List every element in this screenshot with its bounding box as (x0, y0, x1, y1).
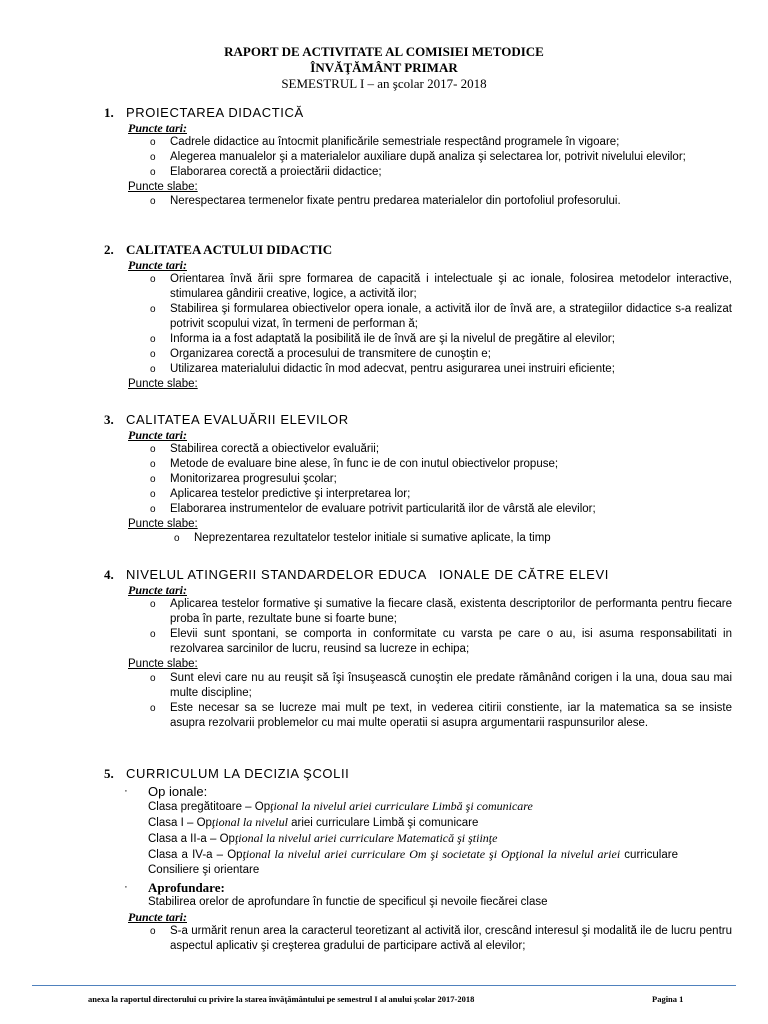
section-title: CALITATEA EVALUĂRII ELEVILOR (126, 412, 349, 427)
section-3 (104, 412, 704, 546)
report-semester: SEMESTRUL I – an şcolar 2017- 2018 (281, 76, 487, 91)
section-heading (104, 242, 704, 258)
list-item: o Nerespectarea termenelor fixate pentru predarea materialelor din portofoliul profesorului. (150, 195, 621, 207)
section-title: CALITATEA ACTULUI DIDACTIC (126, 242, 333, 257)
section-number: 5. (104, 766, 114, 781)
optional-line: Clasa a II-a – Opţional la nivelul ariei curriculare Matematică şi ştiinţe (148, 831, 498, 845)
footer-note: anexa la raportul directorului cu privire la starea învăţământului pe semestrul I al anului şcolar 2017-2018 (88, 994, 475, 1004)
page-number: Pagina 1 (652, 994, 684, 1004)
report-title: RAPORT DE ACTIVITATE AL COMISIEI METODICE (224, 44, 544, 59)
document-header (0, 44, 768, 92)
section-number: 4. (104, 567, 114, 582)
list-item: o Monitorizarea progresului şcolar; (150, 473, 337, 485)
list-item: o Informa ia a fost adaptată la posibilită ile de învă are şi la nivelul de pregătire al elevilor; (150, 333, 615, 345)
weaknesses-label: Puncte slabe: (128, 378, 198, 390)
list-item: o Orientarea învă ării spre formarea de capacită i intelectuale şi ac ionale, folosirea metodelor interactive, stimularea gândirii creative, logice, a activită ilor; (150, 273, 732, 300)
list-item: o Este necesar sa se lucreze mai mult pe text, in vederea citirii constiente, iar la matematica sa se insiste asupra rezolvarii problemelor cu mai multe operatii si asupra argumentarii raspunsurilor alese. (150, 702, 732, 729)
optional-courses: · Op ionale: Clasa pregătitoare – Opţional la nivelul ariei curriculare Limbă şi comunicare Clasa I – Opţional la nivelul ariei curriculare Limbă şi comunicare Clasa a II-a – Opţional la nivelul ariei curriculare Matematică şi ştiinţe Clasa a IV-a – Opţional la nivelul ariei curriculare Om şi societate şi Opţional la nivelul ariei curriculare Consiliere şi orientare (124, 784, 678, 876)
section-title: NIVELUL ATINGERII STANDARDELOR EDUCA IONALE DE CĂTRE ELEVI (126, 567, 609, 582)
aprofundare-heading: Aprofundare: (148, 880, 225, 895)
list-item: o Stabilirea şi formularea obiectivelor opera ionale, a activită ilor de învă are, a strategiilor didactice s-a realizat potrivit scopului vizat, în termeni de performan ă; (150, 303, 732, 330)
list-item: o Metode de evaluare bine alese, în func ie de con inutul obiectivelor propuse; (150, 458, 559, 470)
list-item: o Utilizarea materialului didactic în mod adecvat, pentru asigurarea unei instruiri eficiente; (150, 363, 615, 375)
section-title: PROIECTAREA DIDACTICĂ (126, 105, 304, 120)
optional-line: Clasa I – Opţional la nivelul ariei curriculare Limbă şi comunicare (148, 815, 479, 829)
section-heading (104, 412, 704, 428)
section-heading (104, 567, 704, 583)
list-item: o Organizarea corectă a procesului de transmitere de cunoştin e; (150, 348, 491, 360)
strengths-label: Puncte tari: (128, 428, 187, 442)
weaknesses-label: Puncte slabe: (128, 518, 198, 530)
list-item: o Aplicarea testelor predictive şi interpretarea lor; (150, 488, 411, 500)
list-item: o Aplicarea testelor formative şi sumative la fiecare clasă, existenta descriptorilor de performanta pentru fiecare proba în parte, rezultate bune si foarte bune; (150, 598, 732, 625)
section-heading (104, 105, 704, 121)
optional-heading: Op ionale: (148, 784, 208, 799)
section-number: 2. (104, 242, 114, 257)
section-5 (104, 766, 732, 954)
list-item: o Elevii sunt spontani, se comporta in conformitate cu varsta pe care o au, isi asuma responsabilitati in rezolvarea sarcinilor de lucru, reusind sa lucreze in echipa; (150, 628, 732, 655)
optional-line: Clasa pregătitoare – Opţional la nivelul ariei curriculare Limbă şi comunicare (148, 799, 533, 813)
aprofundare-block: · Aprofundare: Stabilirea orelor de aprofundare în functie de specificul şi nevoile fiecărei clase (148, 880, 678, 910)
list-item: o Neprezentarea rezultatelor testelor initiale si sumative aplicate, la timp (174, 532, 551, 544)
list-item: o Stabilirea corectă a obiectivelor evaluării; (150, 443, 380, 455)
section-number: 3. (104, 412, 114, 427)
section-heading (104, 766, 704, 782)
weaknesses-label: Puncte slabe: (128, 658, 198, 670)
list-item: o Elaborarea corectă a proiectării didactice; (150, 166, 382, 178)
strengths-label: Puncte tari: (128, 910, 187, 924)
report-subtitle: ÎNVĂŢĂMÂNT PRIMAR (310, 60, 458, 75)
list-item: o Sunt elevi care nu au reuşit să îşi însuşească cunoştin ele predate rămânând corigen i la una, doua sau mai multe discipline; (150, 672, 732, 699)
footer-divider (32, 985, 736, 986)
optional-line: Clasa a IV-a – Opţional la nivelul ariei curriculare Om şi societate şi Opţional la nivelul ariei curriculare Consiliere şi orientare (148, 847, 678, 876)
strengths-label: Puncte tari: (128, 121, 187, 135)
section-number: 1. (104, 105, 114, 120)
list-item: o Cadrele didactice au întocmit planificările semestriale respectând programele în vigoare; (150, 136, 620, 148)
strengths-label: Puncte tari: (128, 258, 187, 272)
weaknesses-label: Puncte slabe: (128, 181, 198, 193)
list-item: o S-a urmărit renun area la caracterul teoretizant al activită ilor, crescând interesul şi modalită ile de lucru pentru aspectul aplicativ şi creşterea gradului de participare activă al elevilor; (150, 925, 732, 952)
list-item: o Elaborarea instrumentelor de evaluare potrivit particularită ilor de vârstă ale elevilor; (150, 503, 596, 515)
section-2 (104, 242, 732, 391)
aprofundare-text: Stabilirea orelor de aprofundare în functie de specificul şi nevoile fiecărei clase (148, 896, 548, 908)
section-1 (104, 105, 704, 209)
strengths-label: Puncte tari: (128, 583, 187, 597)
list-item: o Alegerea manualelor şi a materialelor auxiliare după analiza şi selectarea lor, potrivit nivelului elevilor; (150, 151, 686, 163)
section-4 (104, 567, 732, 731)
section-title: CURRICULUM LA DECIZIA ŞCOLII (126, 766, 350, 781)
